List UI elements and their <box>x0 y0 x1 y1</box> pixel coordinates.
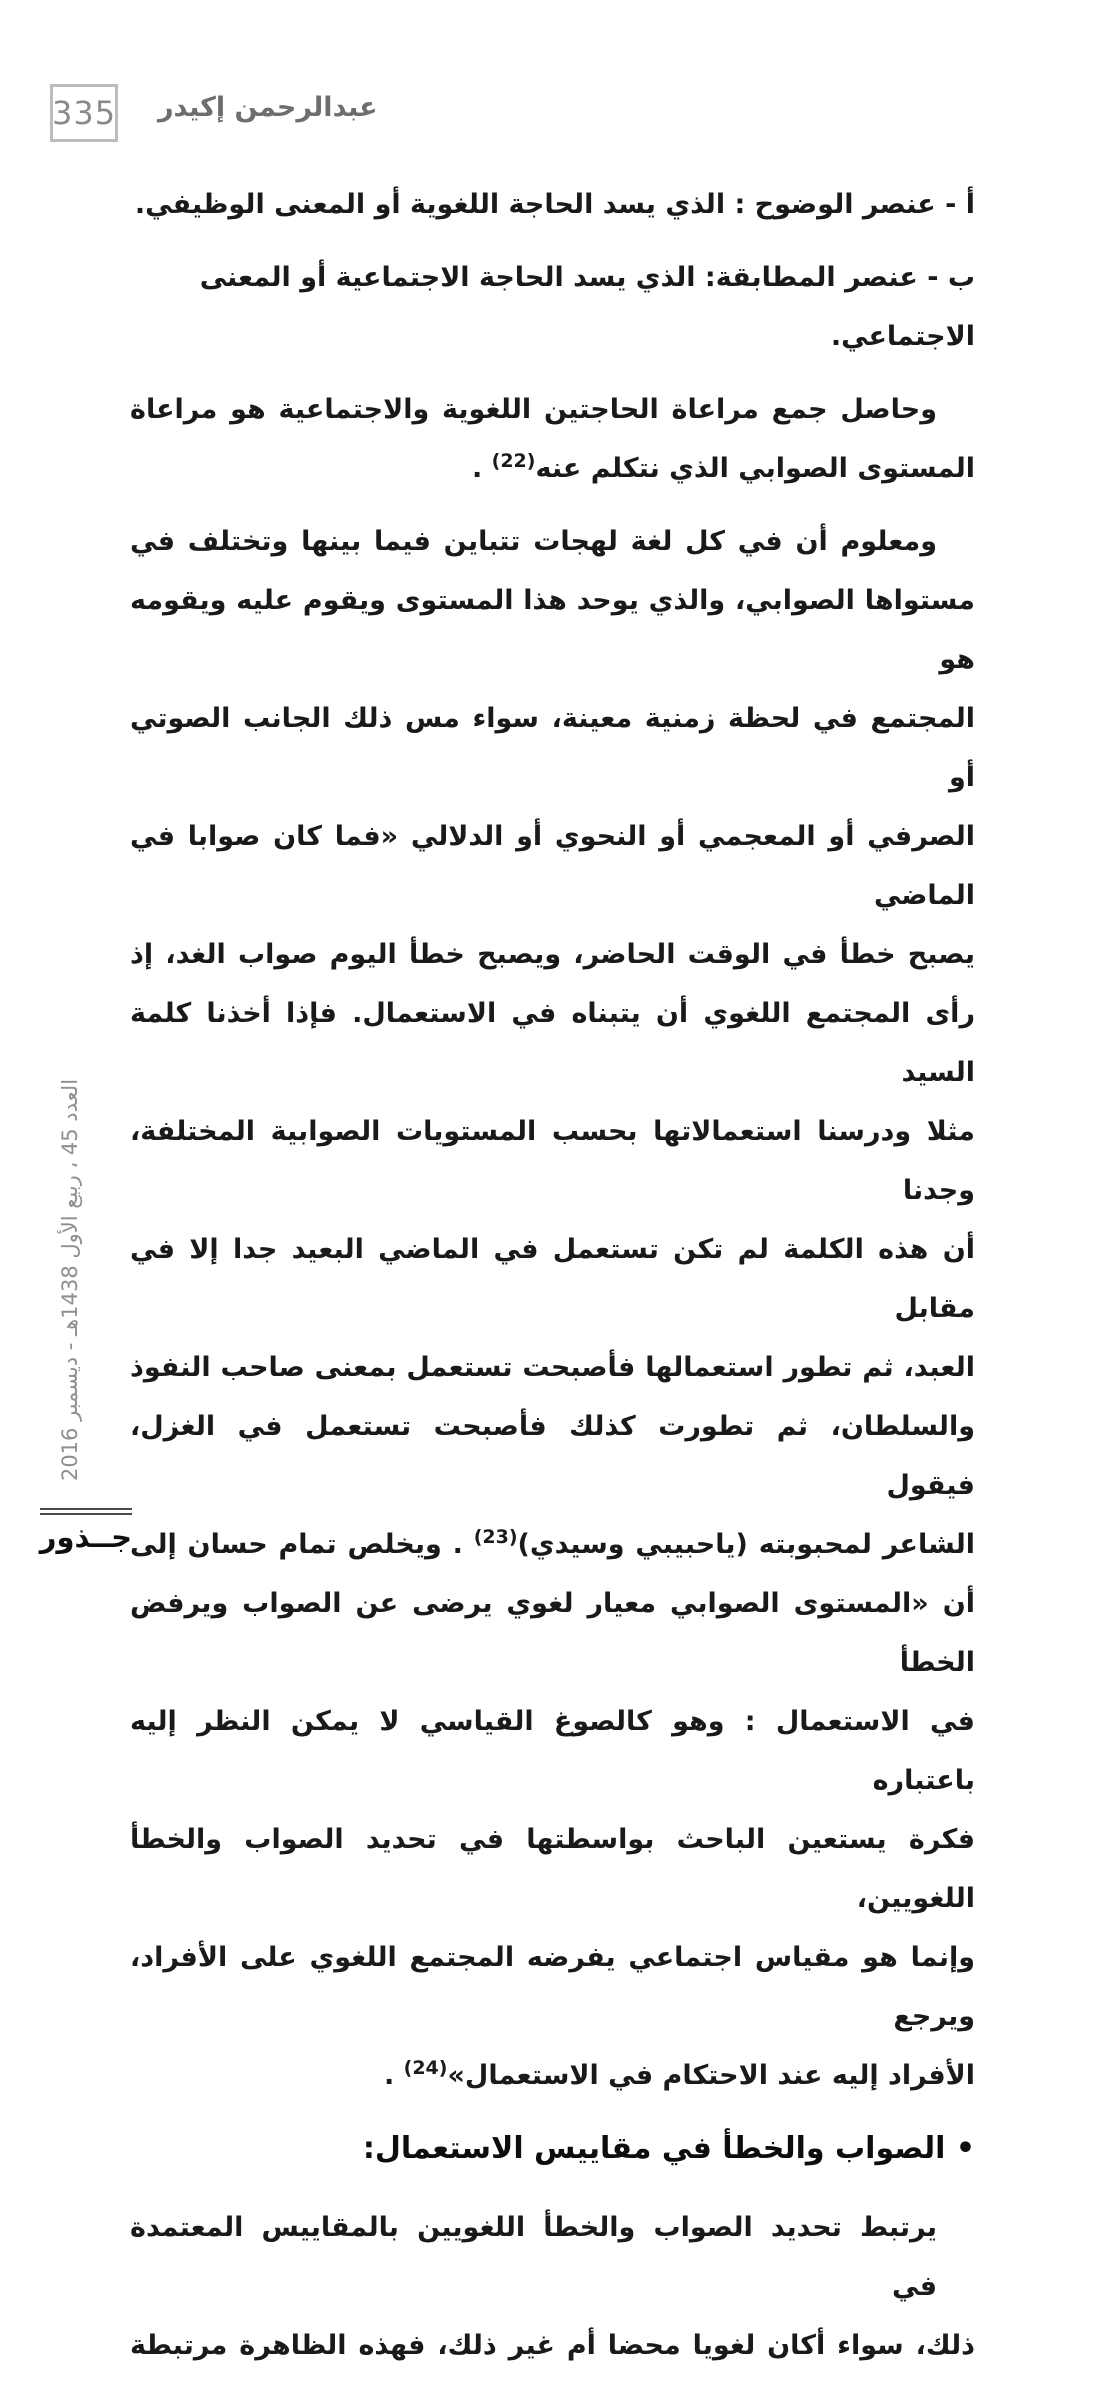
text-segment: فكرة يستعين الباحث بواسطتها في تحديد الصواب والخطأ اللغويين، <box>130 1824 975 1914</box>
text-line <box>130 248 975 366</box>
body-text <box>130 175 975 2389</box>
paragraph <box>130 175 975 234</box>
text-segment: وحاصل جمع مراعاة الحاجتين اللغوية والاجتماعية هو مراعاة <box>130 394 937 425</box>
text-segment: . ويخلص تمام حسان إلى <box>130 1529 474 1560</box>
text-line <box>130 2198 975 2316</box>
text-line <box>130 807 975 925</box>
text-segment: . <box>471 453 492 484</box>
logo-double-rule <box>40 1508 132 1515</box>
text-line <box>130 1692 975 1810</box>
journal-logo-text: جــذور <box>39 1520 132 1554</box>
text-line <box>130 925 975 984</box>
text-segment: رأى المجتمع اللغوي أن يتبناه في الاستعمال. فإذا أخذنا كلمة السيد <box>130 998 975 1088</box>
footnote-reference: (24) <box>403 2057 448 2079</box>
paragraph <box>130 248 975 366</box>
paragraph <box>130 380 975 498</box>
journal-logo <box>40 1508 132 1555</box>
text-line <box>130 512 975 571</box>
text-segment: المستوى الصوابي الذي نتكلم عنه <box>535 453 975 484</box>
text-segment: ومعلوم أن في كل لغة لهجات تتباين فيما بينها وتختلف في <box>130 526 937 557</box>
text-segment: ب - عنصر المطابقة: الذي يسد الحاجة الاجتماعية أو المعنى الاجتماعي. <box>199 262 975 352</box>
text-segment: الصرفي أو المعجمي أو النحوي أو الدلالي «فما كان صوابا في الماضي <box>130 821 975 911</box>
text-line <box>130 571 975 689</box>
text-segment: الأفراد إليه عند الاحتكام في الاستعمال» <box>447 2060 975 2091</box>
page-number-box <box>50 84 118 142</box>
text-line <box>130 175 975 234</box>
text-line <box>130 2316 975 2375</box>
page-number: 335 <box>51 94 117 132</box>
text-line <box>130 380 975 439</box>
text-segment: أن هذه الكلمة لم تكن تستعمل في الماضي البعيد جدا إلا في مقابل <box>130 1234 975 1324</box>
text-segment: . <box>383 2060 404 2091</box>
sidebar-issue-text: العدد 45 ، ربيع الأول 1438هـ - ديسمبر 2016 <box>58 1078 82 1482</box>
text-line <box>130 1338 975 1397</box>
paragraph <box>130 2198 975 2375</box>
text-line <box>130 689 975 807</box>
text-segment: مستواها الصوابي، والذي يوحد هذا المستوى ويقوم عليه ويقومه هو <box>130 585 975 675</box>
text-segment: أن «المستوى الصوابي معيار لغوي يرضى عن الصواب ويرفض الخطأ <box>130 1588 975 1678</box>
footnote-reference: (22) <box>491 450 536 472</box>
text-line <box>130 1574 975 1692</box>
text-line <box>130 1397 975 1515</box>
paragraph <box>130 512 975 2105</box>
section-heading <box>130 2119 975 2178</box>
text-segment: العبد، ثم تطور استعمالها فأصبحت تستعمل بمعنى صاحب النفوذ <box>130 1352 975 1383</box>
text-line <box>130 2046 975 2105</box>
text-segment: وإنما هو مقياس اجتماعي يفرضه المجتمع اللغوي على الأفراد، ويرجع <box>130 1942 975 2032</box>
text-segment: يصبح خطأ في الوقت الحاضر، ويصبح خطأ اليوم صواب الغد، إذ <box>130 939 975 970</box>
text-line <box>130 1515 975 1574</box>
text-line <box>130 439 975 498</box>
text-line <box>130 984 975 1102</box>
text-line <box>130 1102 975 1220</box>
text-segment: ذلك، سواء أكان لغويا محضا أم غير ذلك، فهذه الظاهرة مرتبطة <box>130 2330 975 2361</box>
text-segment: المجتمع في لحظة زمنية معينة، سواء مس ذلك الجانب الصوتي أو <box>130 703 975 793</box>
footnote-reference: (23) <box>473 1526 518 1548</box>
text-segment: أ - عنصر الوضوح : الذي يسد الحاجة اللغوية أو المعنى الوظيفي. <box>134 189 975 220</box>
text-line <box>130 2119 975 2178</box>
text-segment: في الاستعمال : وهو كالصوغ القياسي لا يمكن النظر إليه باعتباره <box>130 1706 975 1796</box>
text-segment: • الصواب والخطأ في مقاييس الاستعمال: <box>362 2131 975 2166</box>
text-line <box>130 1810 975 1928</box>
text-segment: مثلا ودرسنا استعمالاتها بحسب المستويات الصوابية المختلفة، وجدنا <box>130 1116 975 1206</box>
text-segment: يرتبط تحديد الصواب والخطأ اللغويين بالمقاييس المعتمدة في <box>130 2212 937 2302</box>
text-segment: والسلطان، ثم تطورت كذلك فأصبحت تستعمل في الغزل، فيقول <box>130 1411 975 1501</box>
text-line <box>130 1928 975 2046</box>
text-line <box>130 1220 975 1338</box>
author-name: عبدالرحمن إكيدر <box>158 92 378 123</box>
text-segment: الشاعر لمحبوبته (ياحبيبي وسيدي) <box>517 1529 975 1560</box>
